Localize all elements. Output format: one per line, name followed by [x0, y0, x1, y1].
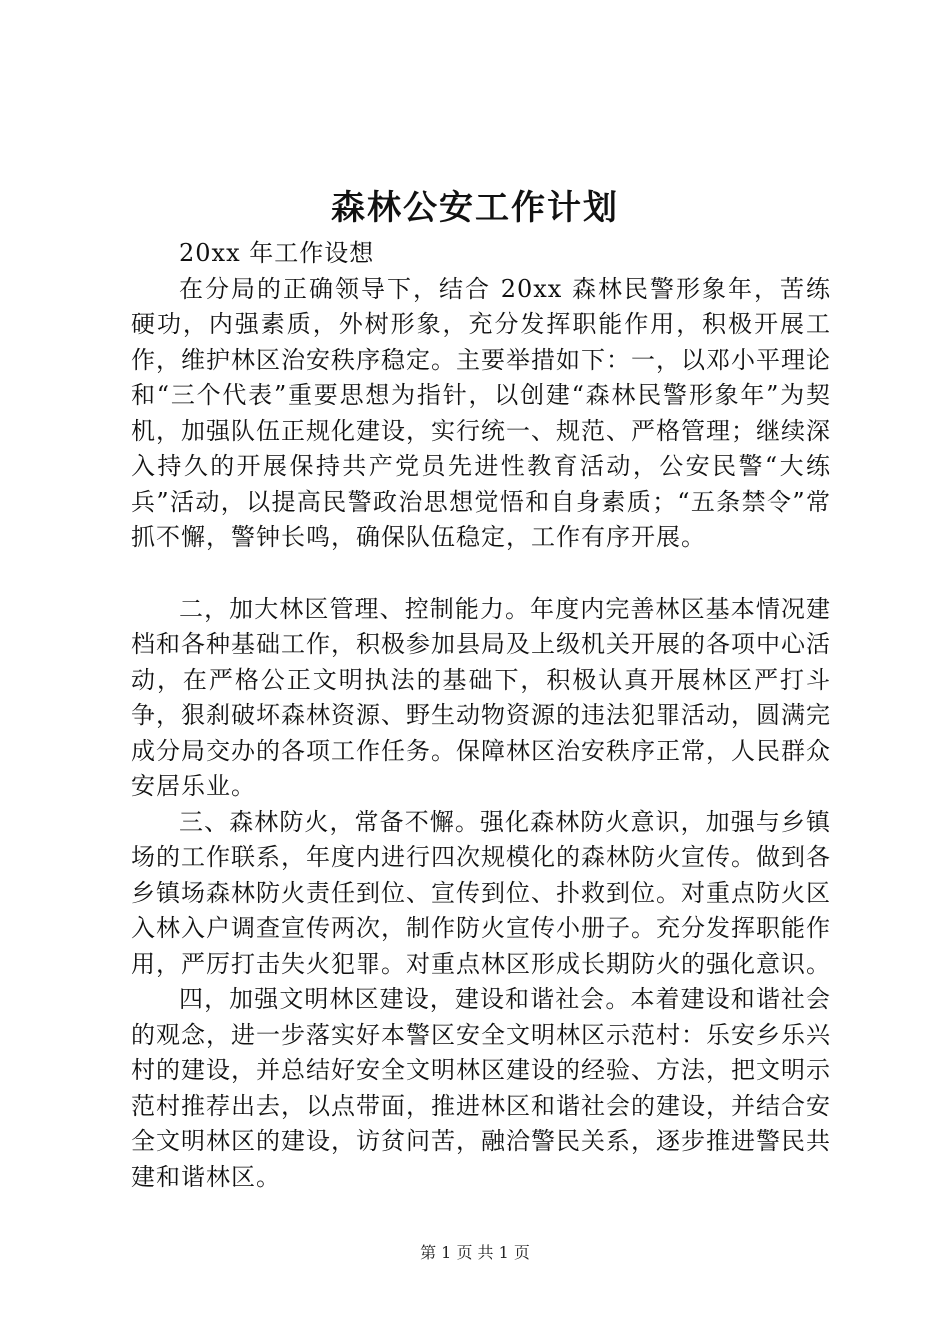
paragraph-gap	[131, 556, 831, 592]
paragraph-section-four: 四，加强文明林区建设，建设和谐社会。本着建设和谐社会的观念，进一步落实好本警区安全文明林区示范村：乐安乡乐兴村的建设，并总结好安全文明林区建设的经验、方法，把文明示范村推荐出去，以点带面，推进林区和谐社会的建设，并结合安全文明林区的建设，访贫问苦，融洽警民关系，逐步推进警民共建和谐林区。	[131, 985, 831, 1191]
document-title: 森林公安工作计划	[331, 188, 619, 228]
paragraph-section-two: 二，加大林区管理、控制能力。年度内完善林区基本情况建档和各种基础工作，积极参加县局及上级机关开展的各项中心活动，在严格公正文明执法的基础下，积极认真开展林区严打斗争，狠刹破坏森林资源、野生动物资源的违法犯罪活动，圆满完成分局交办的各项工作任务。保障林区治安秩序正常，人民群众安居乐业。	[131, 594, 831, 800]
paragraph-section-three: 三、森林防火，常备不懈。强化森林防火意识，加强与乡镇场的工作联系，年度内进行四次规模化的森林防火宣传。做到各乡镇场森林防火责任到位、宣传到位、扑救到位。对重点防火区入林入户调查宣传两次，制作防火宣传小册子。充分发挥职能作用，严厉打击失火犯罪。对重点林区形成长期防火的强化意识。	[131, 807, 831, 978]
document-body	[131, 236, 831, 1195]
paragraph-intro: 在分局的正确领导下，结合 20xx 森林民警形象年，苦练硬功，内强素质，外树形象，充分发挥职能作用，积极开展工作，维护林区治安秩序稳定。主要举措如下：一，以邓小平理论和“三个代表”重要思想为指针，以创建“森林民警形象年”为契机，加强队伍正规化建设，实行统一、规范、严格管理；继续深入持久的开展保持共产党员先进性教育活动，公安民警“大练兵”活动，以提高民警政治思想觉悟和自身素质；“五条禁令”常抓不懈，警钟长鸣，确保队伍稳定，工作有序开展。	[131, 274, 831, 551]
page-footer: 第 1 页 共 1 页	[420, 1243, 530, 1262]
paragraph-year-plan: 20xx 年工作设想	[179, 239, 375, 267]
